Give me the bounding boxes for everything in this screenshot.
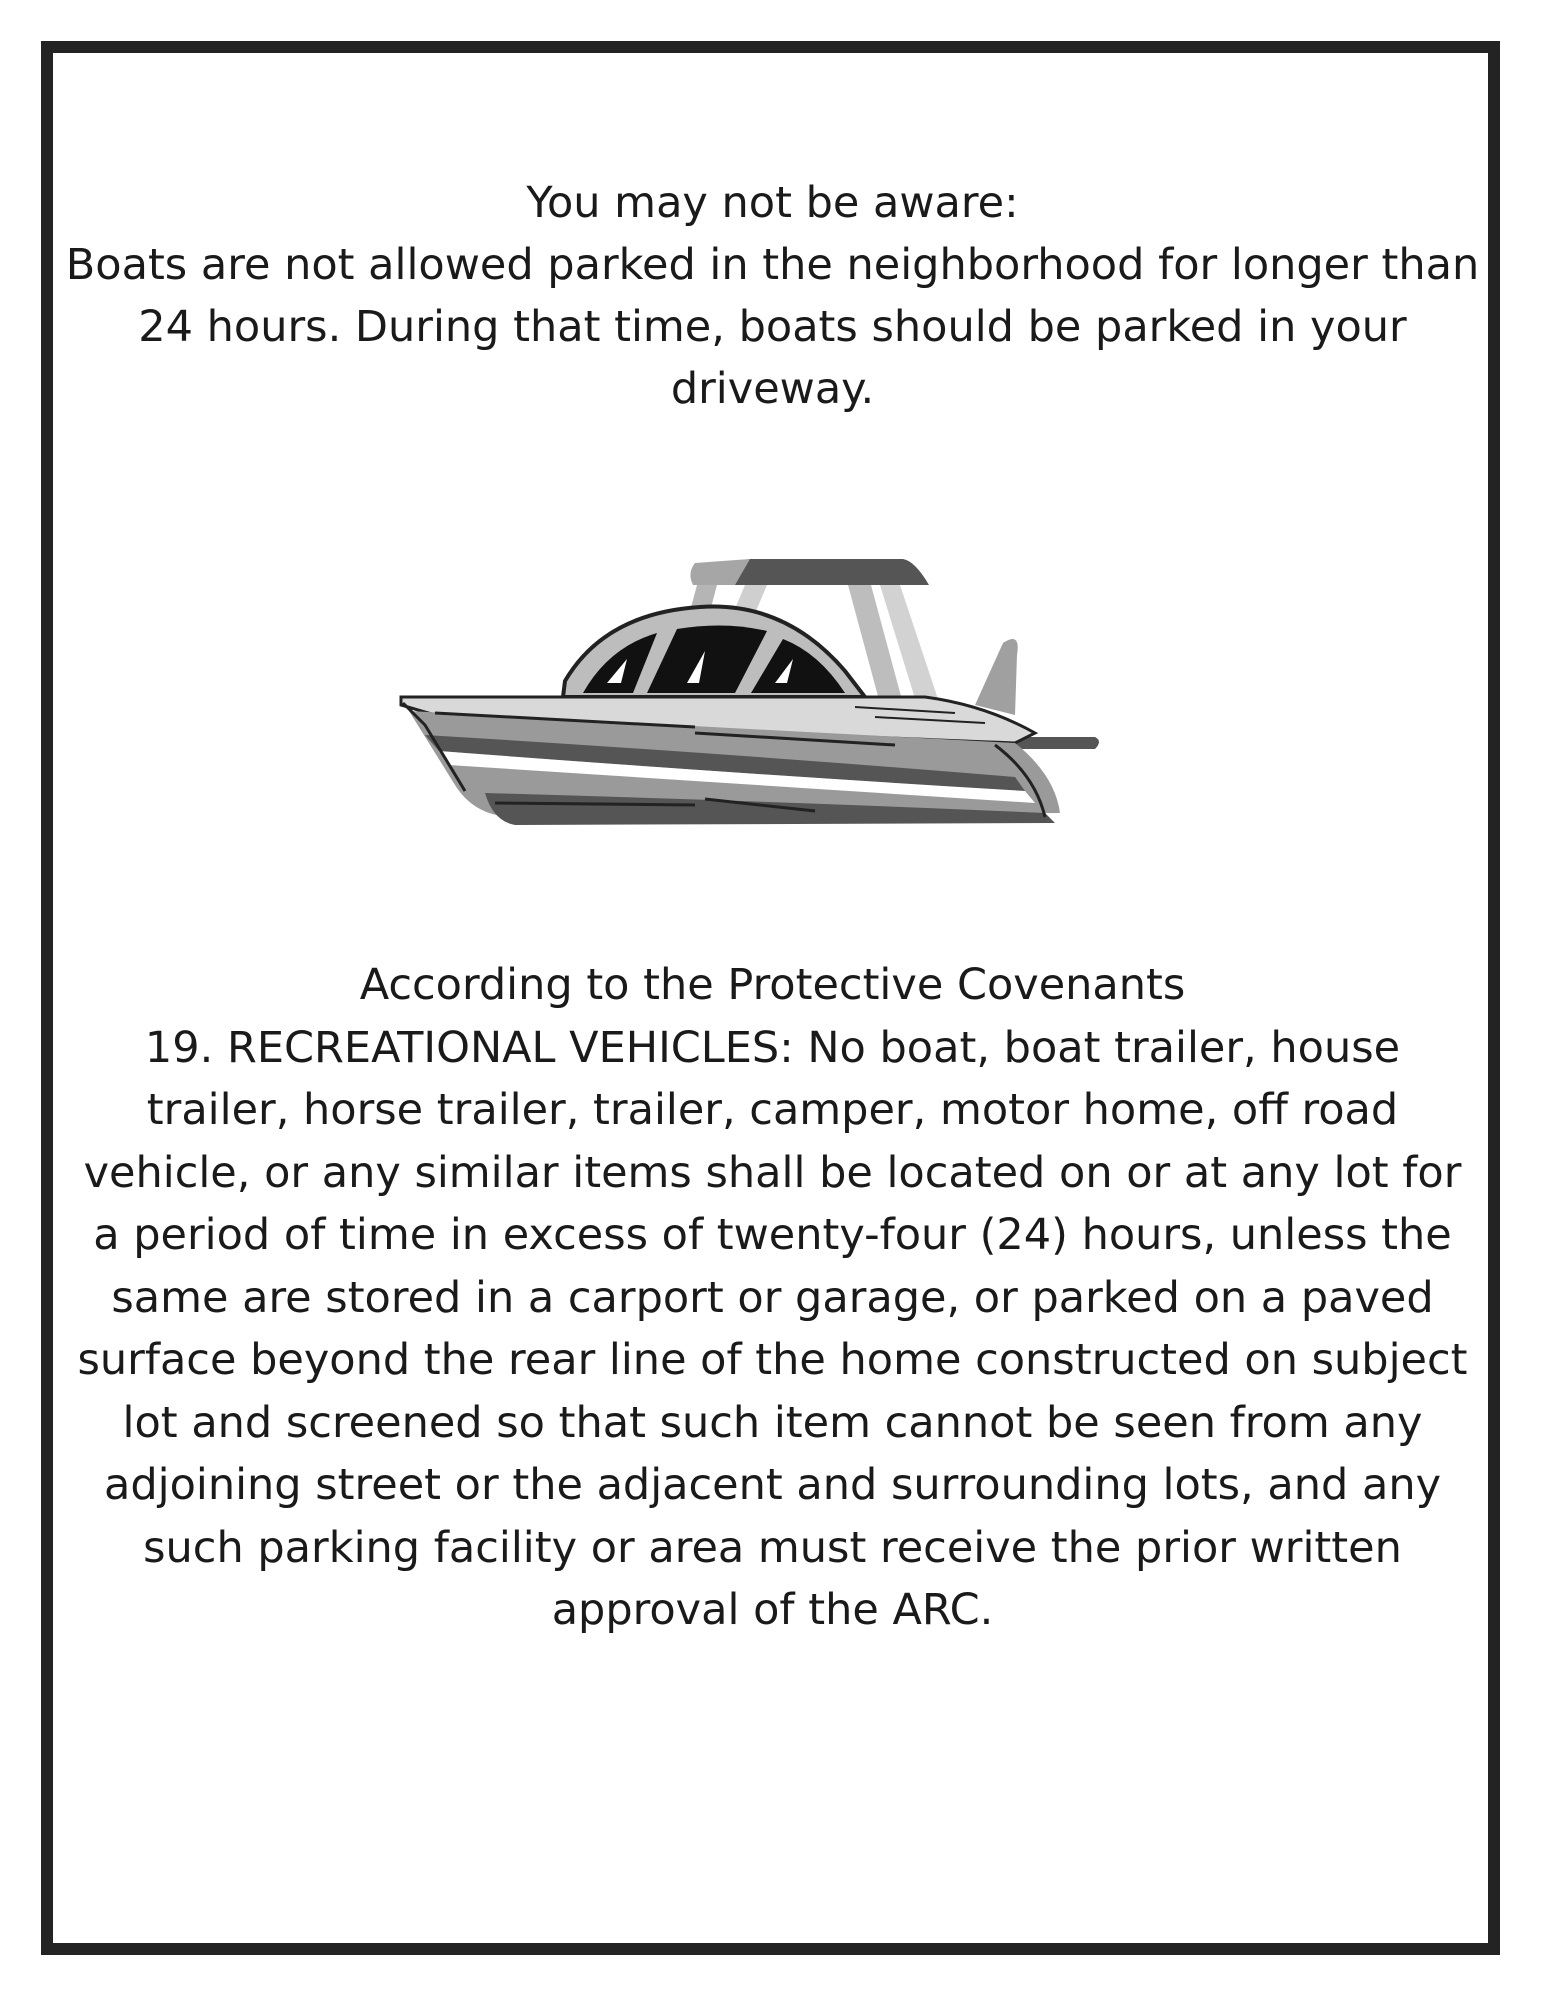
notice-body: Boats are not allowed parked in the neighborhood for longer than 24 hours. During that time, boats should be parked in your driveway. (65, 240, 1480, 414)
covenants-heading: According to the Protective Covenants (359, 960, 1186, 1010)
boat-detail-line (495, 803, 695, 805)
boat-fin (975, 639, 1018, 715)
speedboat-icon (395, 555, 1115, 830)
covenants-body: 19. RECREATIONAL VEHICLES: No boat, boat trailer, house trailer, horse trailer, trailer, camper, motor home, off road vehicle, or any similar items shall be located on or at any lot for a period of time in excess of twenty-four (24) hours, unless the same are stored in a carport or garage, or parked on a paved surface beyond the rear line of the home constructed on subject lot and screened so that such item cannot be seen from any adjoining street or the adjacent and surrounding lots, and any such parking facility or area must receive the prior written approval of the ARC. (77, 1022, 1468, 1635)
notice-heading: You may not be aware: (526, 178, 1019, 228)
covenants-section (70, 954, 1475, 1642)
notice-section (60, 172, 1485, 420)
